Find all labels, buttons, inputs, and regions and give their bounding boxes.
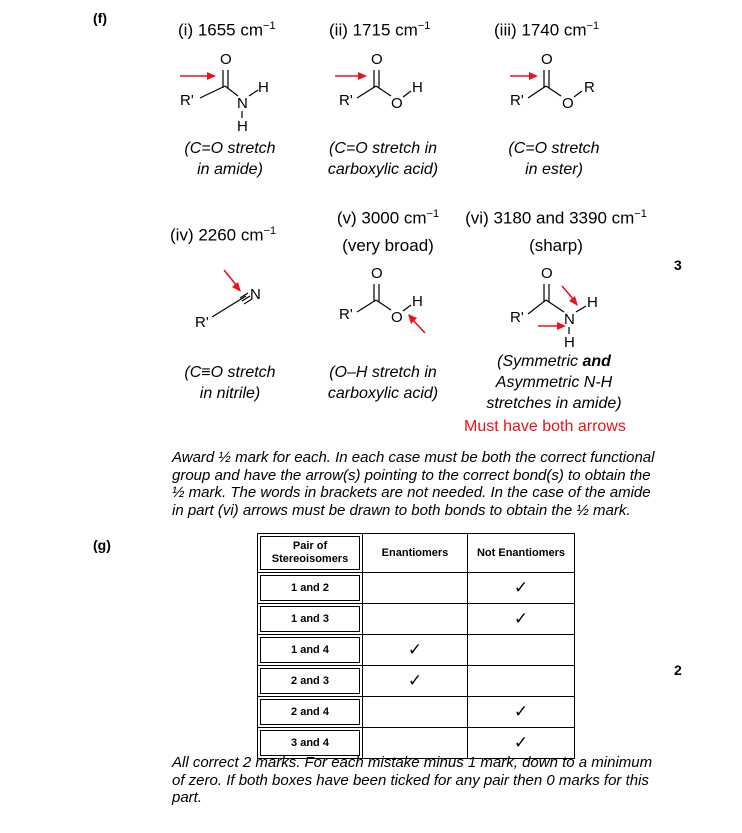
- table-row: [258, 573, 575, 604]
- not-enantiomers-cell: ✓: [468, 604, 575, 635]
- marks-g: 2: [674, 662, 682, 678]
- svg-text:O: O: [220, 51, 232, 68]
- enantiomers-cell: ✓: [363, 635, 468, 666]
- structure-amide-co: [170, 48, 290, 133]
- svg-text:H: H: [412, 293, 423, 310]
- svg-text:H: H: [587, 294, 598, 311]
- svg-text:R': R': [510, 92, 524, 109]
- svg-text:O: O: [541, 265, 553, 282]
- svg-text:N: N: [564, 311, 575, 328]
- structure-amide-nh: [500, 262, 630, 352]
- enantiomers-cell: ✓: [363, 666, 468, 697]
- not-enantiomers-cell: [468, 635, 575, 666]
- svg-text:R: R: [584, 79, 595, 96]
- svg-text:R': R': [339, 306, 353, 323]
- note-iii: (C=O stretch in ester): [508, 140, 600, 178]
- not-enantiomers-cell: [468, 666, 575, 697]
- svg-text:R': R': [339, 92, 353, 109]
- svg-text:H: H: [237, 118, 248, 133]
- table-row: [258, 697, 575, 728]
- peak-label-v: (v) 3000 $cm^{-1}$ (very broad): [336, 208, 440, 255]
- structure-nitrile: [190, 262, 290, 337]
- not-enantiomers-cell: ✓: [468, 728, 575, 759]
- enantiomers-cell: [363, 573, 468, 604]
- guidance-f: Award ½ mark for each. In each case must be both the correct functional group and have the arrow(s) pointing to the correct bond(s) to obtain the ½ mark. The words in brackets are not needed. In the case of the amide in part (vi) arrows must be drawn to both bonds to obtain the ½ mark.: [172, 449, 655, 519]
- stereoisomer-table: [257, 533, 575, 759]
- peak-label-i: (i) 1655 $cm^{-1}$: [178, 20, 276, 40]
- guidance-g: All correct 2 marks. For each mistake minus 1 mark, down to a minimum of zero. If both boxes have been ticked for any pair then 0 marks for this part.: [172, 754, 653, 806]
- note-v: (O–H stretch in carboxylic acid): [327, 364, 439, 402]
- svg-text:O: O: [391, 309, 403, 326]
- header-pair: Pair of Stereoisomers: [258, 534, 363, 573]
- svg-text:R': R': [180, 92, 194, 109]
- note-i: (C=O stretch in amide): [184, 140, 276, 178]
- svg-text:O: O: [541, 51, 553, 68]
- not-enantiomers-cell: ✓: [468, 697, 575, 728]
- note-ii: (C=O stretch in carboxylic acid): [327, 140, 439, 178]
- pair-cell: 1 and 3: [260, 606, 360, 632]
- enantiomers-cell: [363, 604, 468, 635]
- svg-text:H: H: [564, 334, 575, 351]
- structure-acid-co: [325, 48, 445, 118]
- note-iv: (C≡O stretch in nitrile): [184, 364, 276, 402]
- svg-text:O: O: [562, 95, 574, 112]
- enantiomers-cell: [363, 697, 468, 728]
- svg-text:O: O: [371, 51, 383, 68]
- must-have-both-arrows: Must have both arrows: [464, 418, 626, 435]
- svg-text:N: N: [250, 286, 261, 303]
- not-enantiomers-cell: ✓: [468, 573, 575, 604]
- header-enantiomers: Enantiomers: [363, 534, 468, 573]
- note-vi: (Symmetric and Asymmetric N-H stretches in amide): [486, 353, 622, 412]
- svg-text:H: H: [258, 79, 269, 96]
- pair-cell: 2 and 4: [260, 699, 360, 725]
- pair-cell: 3 and 4: [260, 730, 360, 756]
- svg-text:H: H: [412, 79, 423, 96]
- peak-label-iii: (iii) 1740 $cm^{-1}$: [494, 20, 600, 40]
- svg-text:O: O: [371, 265, 383, 282]
- svg-text:R': R': [195, 314, 209, 331]
- header-not-enantiomers: Not Enantiomers: [468, 534, 575, 573]
- table-row: [258, 635, 575, 666]
- structure-ester-co: [500, 48, 620, 118]
- svg-text:O: O: [391, 95, 403, 112]
- svg-text:N: N: [237, 95, 248, 112]
- structure-acid-oh: [325, 262, 445, 337]
- pair-cell: 2 and 3: [260, 668, 360, 694]
- marks-f: 3: [674, 257, 682, 273]
- peak-label-vi: (vi) 3180 and 3390 $cm^{-1}$ (sharp): [465, 208, 647, 255]
- peak-label-iv: (iv) 2260 $cm^{-1}$: [170, 225, 277, 245]
- peak-label-ii: (ii) 1715 $cm^{-1}$: [329, 20, 431, 40]
- pair-cell: 1 and 2: [260, 575, 360, 601]
- part-g-label: (g): [93, 537, 111, 553]
- pair-cell: 1 and 4: [260, 637, 360, 663]
- table-row: [258, 666, 575, 697]
- part-f-label: (f): [93, 10, 107, 26]
- svg-text:R': R': [510, 309, 524, 326]
- table-row: [258, 604, 575, 635]
